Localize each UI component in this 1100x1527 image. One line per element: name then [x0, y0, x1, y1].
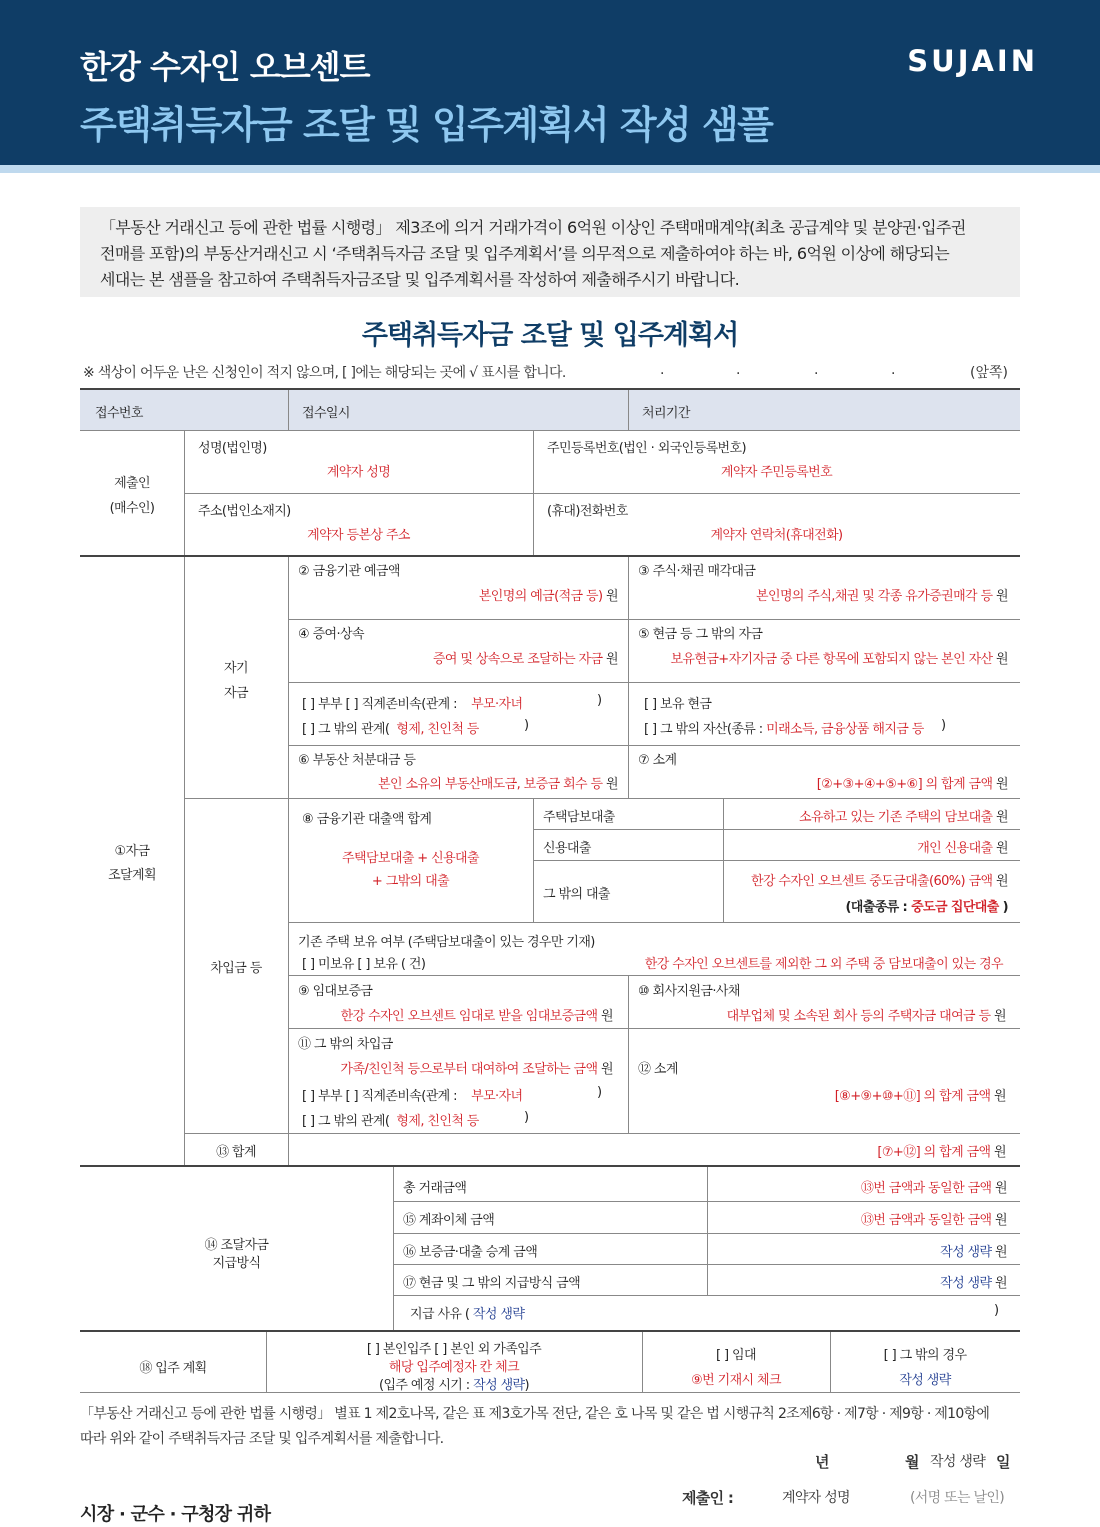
existing-home-value: 한강 수자인 오브센트를 제외한 그 외 주택 중 담보대출이 있는 경우 — [644, 957, 1003, 972]
other-borrow-value: 가족/친인척 등으로부터 대여하여 조달하는 금액 — [340, 1062, 598, 1077]
gift-label: ④ 증여·상속 — [298, 627, 364, 642]
other-loan-value: 한강 수자인 오브센트 중도금대출(60%) 금액 — [750, 874, 993, 889]
loan-total-value: 주택담보대출 + 신용대출 — [342, 851, 479, 866]
self-move-in-checkbox[interactable]: [ ] 본인입주 [ ] 본인 외 가족입주 — [366, 1342, 542, 1357]
paren-close: ) — [597, 693, 602, 708]
month-label: 월 — [905, 1453, 919, 1471]
move-in-date-value: 작성 생략 — [473, 1378, 525, 1393]
company-fund-label: ⑩ 회사지원금·사채 — [638, 984, 740, 999]
id-label: 주민등록번호(법인 · 외국인등록번호) — [547, 441, 746, 456]
lease-checkbox[interactable]: [ ] 임대 — [716, 1348, 756, 1363]
succession-value: 작성 생략 — [940, 1245, 992, 1260]
loan-total-label: ⑧ 금융기관 대출액 합계 — [302, 812, 432, 827]
name-value: 계약자 성명 — [326, 465, 391, 480]
payment-sublabel: 지급방식 — [212, 1256, 261, 1271]
other-case-value: 작성 생략 — [899, 1373, 951, 1388]
transfer-label: ⑮ 계좌이체 금액 — [403, 1213, 495, 1228]
dot: . — [660, 362, 665, 378]
submitter-sublabel: (매수인) — [109, 501, 155, 516]
gift-value: 증여 및 상속으로 조달하는 자금 — [432, 652, 603, 667]
receipt-row — [80, 389, 1020, 430]
real-estate-value: 본인 소유의 부동산매도금, 보증금 회수 등 — [378, 777, 603, 792]
credit-loan-value-row — [723, 837, 1008, 856]
other-relation-option: [ ] 그 밖의 관계( — [302, 1114, 390, 1129]
receipt-no-label: 접수번호 — [95, 406, 143, 421]
existing-home-label: 기존 주택 보유 여부 (주택담보대출이 있는 경우만 기재) — [298, 935, 595, 950]
cash-value: 보유현금+자기자금 중 다른 항목에 포함되지 않는 본인 자산 — [670, 652, 993, 667]
name-label: 성명(법인명) — [198, 441, 267, 456]
subtotal12-label: ⑫ 소계 — [638, 1062, 678, 1077]
won-unit: 원 — [994, 1089, 1006, 1104]
existing-home-checkbox[interactable]: [ ] 미보유 [ ] 보유 ( 건) — [302, 957, 426, 972]
brand-logo: SUJAIN — [907, 44, 1038, 78]
won-unit: 원 — [994, 1145, 1006, 1160]
law-text-line1: 「부동산 거래신고 등에 관한 법률 시행령」 별표 1 제2호나목, 같은 표 제3호가목 전단, 같은 호 나목 및 같은 법 시행규칙 2조제6항 · 제7항 · 제9항 · 제10항에 — [80, 1406, 990, 1422]
own-funds-label: 자기 — [224, 661, 248, 676]
other-case-checkbox[interactable]: [ ] 그 밖의 경우 — [883, 1348, 967, 1363]
other-asset-checkbox-row[interactable] — [644, 718, 924, 737]
cash-payment-label: ⑰ 현금 및 그 밖의 지급방식 금액 — [403, 1276, 581, 1291]
move-in-date-row — [266, 1374, 642, 1393]
dot: . — [891, 362, 896, 378]
transfer-value-row — [707, 1209, 1007, 1228]
payment-label: ⑭ 조달자금 — [204, 1238, 269, 1253]
subtotal7-value-row — [628, 773, 1008, 792]
won-unit: 원 — [996, 810, 1008, 825]
day-label: 일 — [996, 1453, 1010, 1471]
real-estate-value-row — [288, 773, 618, 792]
subtotal12-value: [⑧+⑨+⑩+⑪] 의 합계 금액 — [834, 1089, 991, 1104]
other-relation-value: 형제, 친인척 등 — [396, 722, 479, 737]
mortgage-label: 주택담보대출 — [543, 810, 615, 825]
relation-value: 부모·자녀 — [471, 1089, 523, 1104]
total-amount-label: 총 거래금액 — [403, 1181, 467, 1196]
deposit-value: 본인명의 예금(적금 등) — [478, 589, 603, 604]
won-unit: 원 — [606, 652, 618, 667]
won-unit: 원 — [996, 589, 1008, 604]
paren-close: ) — [597, 1085, 602, 1100]
header-subtitle: 주택취득자금 조달 및 입주계획서 작성 샘플 — [80, 103, 773, 147]
total13-value: [⑦+⑫] 의 합계 금액 — [877, 1145, 991, 1160]
law-text-line2: 따라 위와 같이 주택취득자금 조달 및 입주계획서를 제출합니다. — [80, 1431, 444, 1447]
id-value: 계약자 주민등록번호 — [720, 465, 833, 480]
payment-reason-value: 작성 생략 — [472, 1307, 525, 1322]
cash-payment-value: 작성 생략 — [940, 1276, 992, 1291]
subtotal7-value: [②+③+④+⑤+⑥] 의 합계 금액 — [816, 777, 993, 792]
other-borrow-value-row — [288, 1058, 613, 1077]
other-loan-label: 그 밖의 대출 — [543, 887, 610, 902]
header-title: 한강 수자인 오브센트 — [80, 48, 370, 86]
won-unit: 원 — [996, 874, 1008, 889]
phone-label: (휴대)전화번호 — [547, 504, 628, 519]
lease-deposit-label: ⑨ 임대보증금 — [298, 984, 373, 999]
lease-deposit-value: 한강 수자인 오브센트 임대로 받을 임대보증금액 — [340, 1009, 598, 1024]
deposit-label: ② 금융기관 예금액 — [298, 564, 400, 579]
transfer-value: ⑬번 금액과 동일한 금액 — [860, 1213, 992, 1228]
other-asset-option: [ ] 그 밖의 자산(종류 : — [644, 722, 763, 737]
address-label: 주소(법인소재지) — [198, 504, 291, 519]
funding-label: ①자금 — [114, 844, 150, 859]
won-unit: 원 — [601, 1009, 613, 1024]
won-unit: 원 — [995, 1245, 1007, 1260]
paren-close: ) — [524, 1110, 529, 1125]
cash-payment-value-row — [707, 1272, 1007, 1291]
won-unit: 원 — [996, 777, 1008, 792]
mortgage-value: 소유하고 있는 기존 주택의 담보대출 — [798, 810, 993, 825]
stock-value-row — [628, 585, 1008, 604]
intro-line: 세대는 본 샘플을 참고하여 주택취득자금조달 및 입주계획서를 작성하여 제출해주시기 바랍니다. — [100, 270, 740, 289]
move-in-label: ⑱ 입주 계획 — [139, 1361, 207, 1376]
self-move-in-note: 해당 입주예정자 칸 체크 — [388, 1360, 520, 1375]
paren-close: ) — [524, 1378, 529, 1393]
paren-close: ) — [941, 718, 946, 733]
won-unit: 원 — [606, 589, 618, 604]
cash-label: ⑤ 현금 등 그 밖의 자금 — [638, 627, 763, 642]
succession-label: ⑯ 보증금·대출 승계 금액 — [403, 1245, 538, 1260]
paren-close: ) — [994, 1303, 999, 1318]
own-funds-sublabel: 자금 — [224, 686, 248, 701]
dot: . — [736, 362, 741, 378]
process-period-label: 처리기간 — [642, 406, 690, 421]
credit-loan-value: 개인 신용대출 — [917, 841, 993, 856]
other-borrow-label: ⑪ 그 밖의 차입금 — [298, 1037, 393, 1052]
total-amount-value-row — [707, 1177, 1007, 1196]
phone-value: 계약자 연락처(휴대전화) — [710, 528, 843, 543]
addressee: 시장 · 군수 · 구청장 귀하 — [80, 1504, 271, 1525]
relation-options: [ ] 부부 [ ] 직계존비속(관계 : — [302, 1089, 457, 1104]
other-relation-option: [ ] 그 밖의 관계( — [302, 722, 390, 737]
subtotal7-label: ⑦ 소계 — [638, 753, 677, 768]
won-unit: 원 — [601, 1062, 613, 1077]
company-fund-value: 대부업체 및 소속된 회사 등의 주택자금 대여금 등 — [726, 1009, 991, 1024]
payment-reason-label: 지급 사유 ( — [410, 1307, 470, 1322]
other-asset-value: 미래소득, 금융상품 해지금 등 — [766, 722, 924, 737]
loan-total-value-2: + 그밖의 대출 — [371, 874, 450, 889]
intro-line: 전매를 포함)의 부동산거래신고 시 ‘주택취득자금 조달 및 입주계획서’를 의무적으로 제출하여야 하는 바, 6억원 이상에 해당되는 — [100, 244, 950, 263]
subtotal12-value-row — [628, 1085, 1006, 1104]
other-relation-value: 형제, 친인척 등 — [396, 1114, 479, 1129]
other-loan-value-row — [723, 870, 1008, 889]
won-unit: 원 — [995, 1181, 1007, 1196]
payment-reason-row — [410, 1303, 524, 1322]
stock-label: ③ 주식·채권 매각대금 — [638, 564, 756, 579]
total13-label: ⑬ 합계 — [216, 1145, 256, 1160]
won-unit: 원 — [994, 1009, 1006, 1024]
submitter-sign-value: 계약자 성명 — [782, 1490, 850, 1506]
won-unit: 원 — [995, 1276, 1007, 1291]
front-side-label: (앞쪽) — [970, 365, 1008, 381]
loan-type-value: 중도금 집단대출 — [911, 900, 999, 915]
date-value: 작성 생략 — [930, 1454, 986, 1470]
intro-box — [80, 207, 1020, 297]
succession-value-row — [707, 1241, 1007, 1260]
won-unit: 원 — [996, 841, 1008, 856]
total-amount-value: ⑬번 금액과 동일한 금액 — [860, 1181, 992, 1196]
page-header — [0, 0, 1100, 165]
relation-value: 부모·자녀 — [471, 697, 523, 712]
year-label: 년 — [815, 1453, 829, 1471]
funding-sublabel: 조달계획 — [108, 868, 156, 883]
submitter-label: 제출인 — [114, 476, 150, 491]
deposit-value-row — [288, 585, 618, 604]
lease-note: ⑨번 기재시 체크 — [691, 1373, 781, 1388]
won-unit: 원 — [606, 777, 618, 792]
lease-deposit-value-row — [288, 1005, 613, 1024]
loan-type-row — [723, 896, 1008, 915]
total13-value-row — [288, 1141, 1006, 1160]
address-value: 계약자 등본상 주소 — [307, 528, 410, 543]
company-fund-value-row — [628, 1005, 1006, 1024]
relation-checkbox-row[interactable] — [302, 693, 522, 712]
form-note: ※ 색상이 어두운 난은 신청인이 적지 않으며, [ ]에는 해당되는 곳에 √ 표시를 합니다. — [83, 365, 566, 381]
dot: . — [814, 362, 819, 378]
paren-close: ) — [524, 718, 529, 733]
signature-placeholder: (서명 또는 날인) — [910, 1490, 1004, 1506]
header-stripe — [0, 165, 1100, 173]
mortgage-value-row — [723, 806, 1008, 825]
submitter-sign-label: 제출인 : — [682, 1489, 734, 1507]
other-relation-checkbox-row[interactable] — [302, 718, 479, 737]
borrow-relation-checkbox-row[interactable] — [302, 1085, 522, 1104]
move-in-date-label: (입주 예정 시기 : — [378, 1378, 470, 1393]
borrow-other-relation-row[interactable] — [302, 1110, 479, 1129]
borrowed-funds-label: 차입금 등 — [210, 961, 262, 976]
form-title: 주택취득자금 조달 및 입주계획서 — [361, 320, 739, 351]
cash-hold-checkbox[interactable]: [ ] 보유 현금 — [644, 697, 712, 712]
credit-loan-label: 신용대출 — [543, 841, 591, 856]
real-estate-label: ⑥ 부동산 처분대금 등 — [298, 753, 416, 768]
intro-line: 「부동산 거래신고 등에 관한 법률 시행령」 제3조에 의거 거래가격이 6억원 이상인 주택매매계약(최초 공급계약 및 분양권·입주권 — [100, 218, 966, 237]
cash-value-row — [628, 648, 1008, 667]
stock-value: 본인명의 주식,채권 및 각종 유가증권매각 등 — [756, 589, 993, 604]
won-unit: 원 — [996, 652, 1008, 667]
won-unit: 원 — [995, 1213, 1007, 1228]
relation-options: [ ] 부부 [ ] 직계존비속(관계 : — [302, 697, 457, 712]
paren-close: ) — [1002, 900, 1008, 915]
loan-type-label: (대출종류 : — [845, 900, 908, 915]
receipt-date-label: 접수일시 — [302, 406, 350, 421]
gift-value-row — [288, 648, 618, 667]
